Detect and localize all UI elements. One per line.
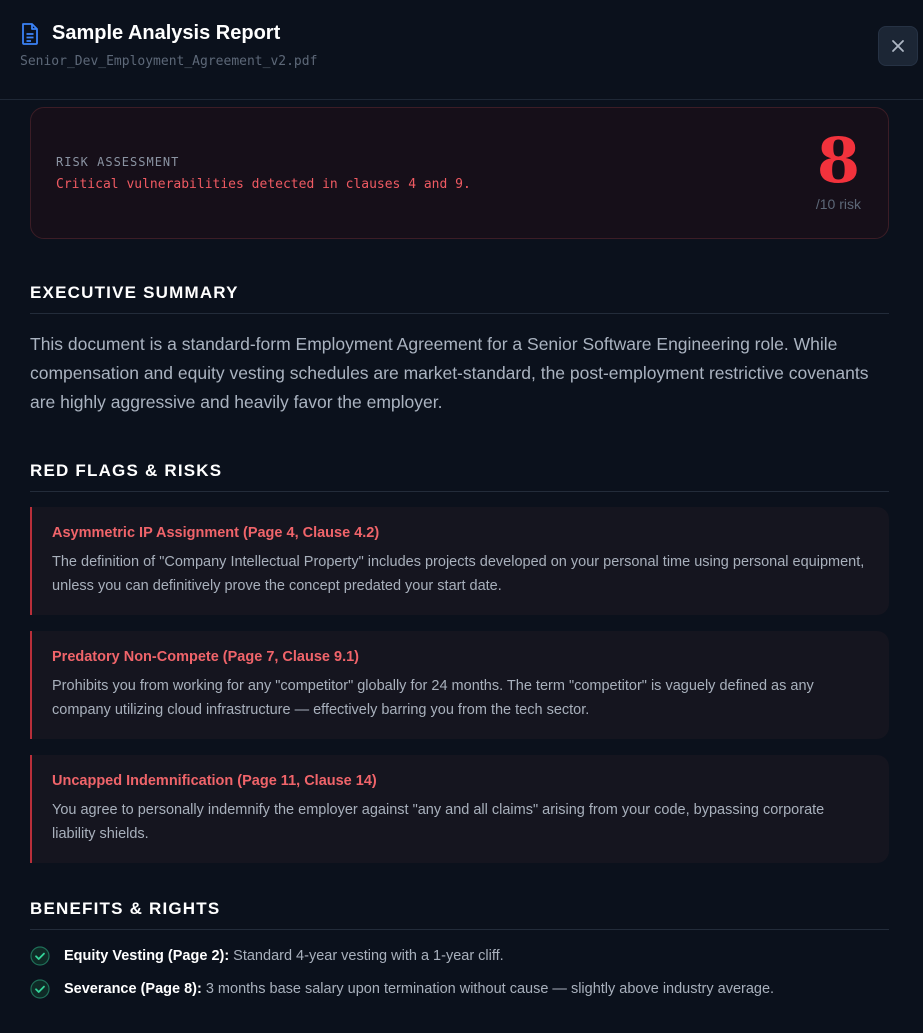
red-flag-body: The definition of "Company Intellectual Property" includes projects developed on your personal time using personal equipment, unless you can definitively prove the concept predated your start date. [52,554,865,594]
red-flag-title: Asymmetric IP Assignment (Page 4, Clause 4.2) [52,525,380,541]
risk-label: RISK ASSESSMENT [56,155,180,169]
red-flags-heading: RED FLAGS & RISKS [30,461,889,492]
executive-summary-text: This document is a standard-form Employment Agreement for a Senior Software Engineering role. While compensation and equity vesting schedules are market-standard, the post-employment restrictive covenants are highly aggressive and heavily favor the employer. [30,334,869,412]
benefit-item [30,979,889,999]
close-button[interactable] [878,26,918,66]
benefits-list [30,946,889,999]
report-content [30,107,889,1012]
report-title: Sample Analysis Report [52,22,281,44]
red-flag-item [30,755,889,863]
benefit-item [30,946,889,966]
benefit-label: Equity Vesting (Page 2): [64,948,230,964]
file-name: Senior_Dev_Employment_Agreement_v2.pdf [20,54,318,69]
red-flag-item [30,631,889,739]
executive-summary-heading: EXECUTIVE SUMMARY [30,283,889,314]
title-row [20,22,280,45]
document-icon [20,23,40,45]
benefits-section [30,899,889,999]
red-flag-title: Uncapped Indemnification (Page 11, Clause 14) [52,773,377,789]
red-flag-body: You agree to personally indemnify the employer against "any and all claims" arising from your code, bypassing corporate liability shields. [52,802,825,842]
red-flag-title: Predatory Non-Compete (Page 7, Clause 9.1) [52,649,359,665]
red-flag-item [30,507,889,615]
red-flag-body: Prohibits you from working for any "competitor" globally for 24 months. The term "competitor" is vaguely defined as any company utilizing cloud infrastructure — effectively barring you from the tech sector. [52,678,814,718]
benefits-heading: BENEFITS & RIGHTS [30,899,889,930]
risk-description: Critical vulnerabilities detected in clauses 4 and 9. [56,177,471,192]
report-header [0,0,923,100]
check-circle-icon [30,946,50,966]
red-flags-list [30,507,889,863]
executive-summary-section [30,283,889,417]
check-circle-icon [30,979,50,999]
close-icon [891,39,905,53]
risk-score: 8 [816,124,860,197]
red-flags-section [30,461,889,863]
risk-assessment-card [30,107,889,239]
benefit-text: 3 months base salary upon termination without cause — slightly above industry average. [205,981,775,997]
benefit-text: Standard 4-year vesting with a 1-year cliff. [233,948,504,964]
risk-score-suffix: /10 risk [815,196,861,212]
benefit-label: Severance (Page 8): [64,981,202,997]
